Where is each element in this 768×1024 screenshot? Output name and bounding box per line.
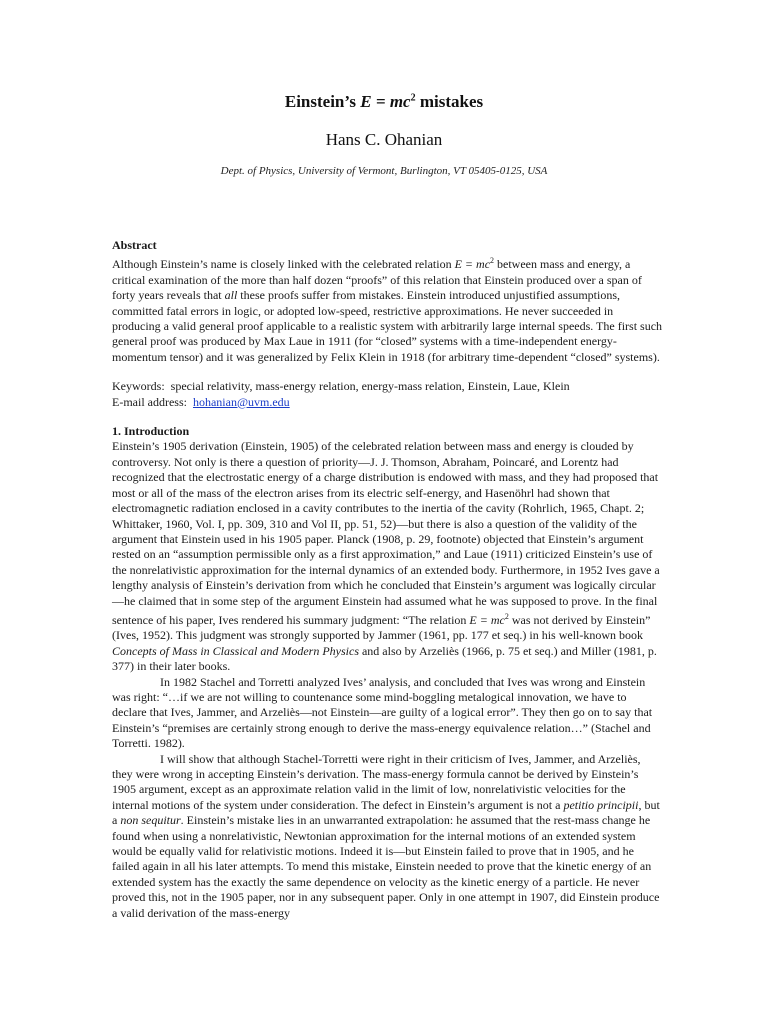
- keywords-text: special relativity, mass-energy relation, energy-mass relation, Einstein, Laue, Klein: [170, 379, 570, 394]
- email-label: E-mail address:: [112, 394, 187, 409]
- intro-text-part: Einstein’s 1905 derivation (Einstein, 1905) of the celebrated relation between mass and energy is clouded by controversy. Not only is there a question of priority—J. J. Thomson, Abraham, Poincaré, and Lorentz had recognized that the electrostatic energy of a charge distribution is endowed with mass, and they had proposed that most or all of the mass of the electron arises from its electric self-energy, and Hasenöhrl had shown that electromagnetic radiation enclosed in a cavity contributes to the inertia of the cavity (Rohrlich, 1965, Chapt. 2; Whittaker, 1960, Vol. I, pp. 309, 310 and Vol II, pp. 51, 52)—but there is also a question of the validity of the argument that Einstein used in his 1905 paper. Planck (1908, p. 29, footnote) objected that Einstein’s argument rested on an “assumption permissible only as a first approximation,” and Laue (1911) criticized Einstein’s use of the nonrelativistic approximation for the internal dynamics of an extended body. Furthermore, in 1952 Ives gave a lengthy analysis of Einstein’s derivation from which he concluded that Einstein’s argument was logically circular—he claimed that in some step of the argument Einstein had assumed what he was supposed to prove. In the final sentence of his paper, Ives rendered his summary judgment: “The relation: [112, 439, 660, 627]
- introduction-heading: 1. Introduction: [112, 424, 190, 439]
- intro-text-part: and also by Arzeliès (1966, p. 75 et seq.) and Miller (1981, p. 377) in their later books.: [112, 643, 657, 674]
- introduction-paragraph-2: In 1982 Stachel and Torretti analyzed Ives’ analysis, and concluded that Ives was wrong and Einstein was right: “…if we are not willing to countenance some mind-boggling metalogical innovation, we have to declare that Ives, Jammer, and Arzeliès—not Einstein—are guilty of a logical error”. They then go on to say that Einstein’s “premises are certainly strong enough to derive the mass-energy equivalence relation…” (Stachel and Torretti. 1982).: [112, 674, 653, 751]
- title-superscript: 2: [410, 92, 416, 104]
- email-line: [112, 395, 664, 410]
- intro-text-part: . Einstein’s mistake lies in an unwarranted extrapolation: he assumed that the rest-mass change he found when using a nonrelativistic, Newtonian approximation for the internal motions of an extended system would be equally valid for relativistic motions. Indeed it is—but Einstein failed to prove that in 1905, and he failed again in all his later attempts. To mend this mistake, Einstein needed to prove that the kinetic energy of an extended system has the exactly the same dependence on velocity as the kinetic energy of a particle. He never proved this, not in the 1905 paper, nor in any subsequent paper. Only in one attempt in 1907, did Einstein produce a valid derivation of the mass-energy: [112, 813, 660, 920]
- keywords-line: [112, 379, 664, 394]
- title-suffix: mistakes: [415, 92, 484, 111]
- abstract-text: [112, 253, 664, 365]
- introduction-paragraph-1: [112, 439, 664, 674]
- intro-text-part: , but a: [112, 797, 660, 828]
- author-name: Hans C. Ohanian: [325, 130, 443, 149]
- abstract-heading: Abstract: [112, 238, 157, 252]
- latin-phrase-nonsequitur: non sequitur: [120, 813, 181, 828]
- abstract-equation-superscript: 2: [490, 256, 495, 266]
- title-prefix: Einstein’s: [284, 92, 361, 111]
- paper-body: [112, 238, 664, 921]
- paper-title: [0, 92, 768, 112]
- intro-text-part: was not derived by Einstein” (Ives, 1952). This judgment was strongly supported by Jammer (1961, pp. 177 et seq.) in his well-known book: [112, 612, 651, 643]
- keywords-label: Keywords:: [112, 379, 165, 394]
- title-equation: E = mc: [360, 92, 411, 111]
- latin-phrase-petitio: petitio principii: [563, 797, 639, 812]
- email-link[interactable]: hohanian@uvm.edu: [192, 394, 290, 409]
- introduction-paragraph-3: [112, 752, 664, 921]
- abstract-equation: E = mc: [454, 257, 491, 272]
- book-title: Concepts of Mass in Classical and Modern Physics: [112, 643, 359, 658]
- intro-equation: E = mc: [469, 612, 505, 627]
- abstract-text-part: these proofs suffer from mistakes. Einstein introduced unjustified assumptions, committed fatal errors in logic, or adopted low-speed, restrictive approximations. He never succeeded in producing a valid general proof applicable to a realistic system with arbitrarily large internal speeds. The first such general proof was produced by Max Laue in 1911 (for “closed” systems with a time-independent energy-momentum tensor) and it was generalized by Felix Klein in 1918 (for arbitrary time-dependent “closed” systems).: [112, 288, 663, 364]
- abstract-text-part: between mass and energy, a critical examination of the more than half dozen “proofs” of this relation that Einstein produced over a span of forty years reveals that: [112, 257, 642, 303]
- intro-equation-superscript: 2: [504, 611, 509, 621]
- abstract-emphasis: all: [224, 288, 238, 303]
- intro-text-part: I will show that although Stachel-Torretti were right in their criticism of Ives, Jammer, and Arzeliès, they were wrong in accepting Einstein’s derivation. The mass-energy formula cannot be derived by Einstein’s 1905 argument, except as an approximate relation valid in the limit of low, nonrelativistic velocities for the internal motions of the system under consideration. The defect in Einstein’s argument is not a: [112, 751, 641, 812]
- author-affiliation: Dept. of Physics, University of Vermont, Burlington, VT 05405-0125, USA: [220, 165, 548, 177]
- abstract-text-part: Although Einstein’s name is closely linked with the celebrated relation: [112, 257, 455, 272]
